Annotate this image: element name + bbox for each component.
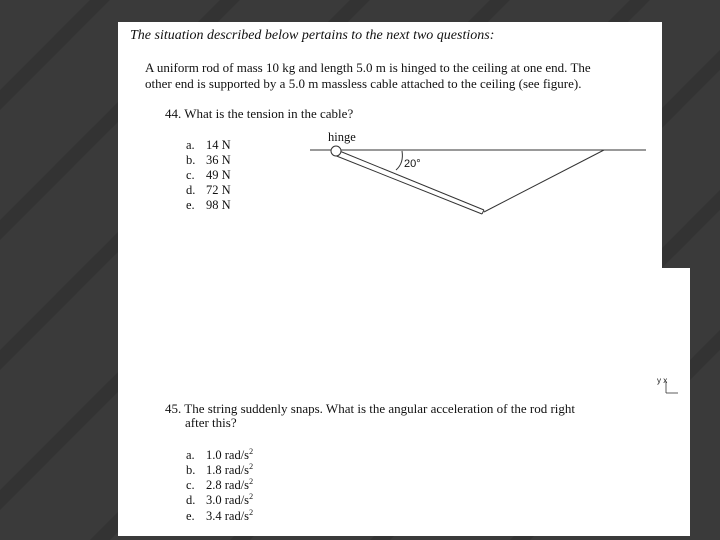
q45-option-a (186, 447, 253, 463)
option-text: 14 N (206, 138, 231, 152)
option-letter: d. (186, 183, 196, 197)
q45-option-c (186, 477, 253, 493)
axes-label: y x (657, 376, 668, 385)
question-45-line-2: after this? (185, 415, 237, 430)
axes-icon (666, 381, 678, 393)
option-exponent: 2 (249, 447, 254, 456)
intro-line-2: other end is supported by a 5.0 m massless cable attached to the ceiling (see figure). (145, 76, 582, 91)
angle-label: 20° (404, 158, 421, 170)
option-exponent: 2 (249, 508, 254, 517)
option-text: 98 N (206, 198, 231, 212)
option-exponent: 2 (249, 492, 254, 501)
rod-end (482, 210, 484, 214)
option-letter: a. (186, 448, 195, 462)
option-value: 3.4 rad/s (206, 509, 250, 523)
option-letter: c. (186, 478, 195, 492)
option-letter: c. (186, 168, 195, 182)
option-letter: d. (186, 493, 196, 507)
hinge-icon (331, 146, 341, 156)
intro-line-1: A uniform rod of mass 10 kg and length 5.0 m is hinged to the ceiling at one end. The (145, 60, 591, 75)
option-text: 49 N (206, 168, 231, 182)
cable-line (484, 150, 604, 212)
q45-option-b (186, 462, 253, 478)
q45-option-d (186, 492, 253, 508)
option-value: 1.8 rad/s (206, 463, 250, 477)
option-value: 3.0 rad/s (206, 493, 250, 507)
option-letter: a. (186, 138, 195, 152)
section-header: The situation described below pertains to the next two questions: (130, 28, 495, 43)
option-letter: e. (186, 198, 195, 212)
angle-arc (396, 151, 402, 170)
hinge-label: hinge (328, 130, 356, 144)
option-letter: b. (186, 153, 196, 167)
option-letter: b. (186, 463, 196, 477)
option-value: 2.8 rad/s (206, 478, 250, 492)
q45-option-e (186, 508, 253, 524)
option-text: 36 N (206, 153, 231, 167)
option-value: 1.0 rad/s (206, 448, 250, 462)
question-44: 44. What is the tension in the cable? (165, 106, 354, 121)
option-letter: e. (186, 509, 195, 523)
option-text: 72 N (206, 183, 231, 197)
option-exponent: 2 (249, 477, 254, 486)
question-45-line-1: 45. The string suddenly snaps. What is the angular acceleration of the rod right (165, 401, 575, 416)
option-exponent: 2 (249, 462, 254, 471)
